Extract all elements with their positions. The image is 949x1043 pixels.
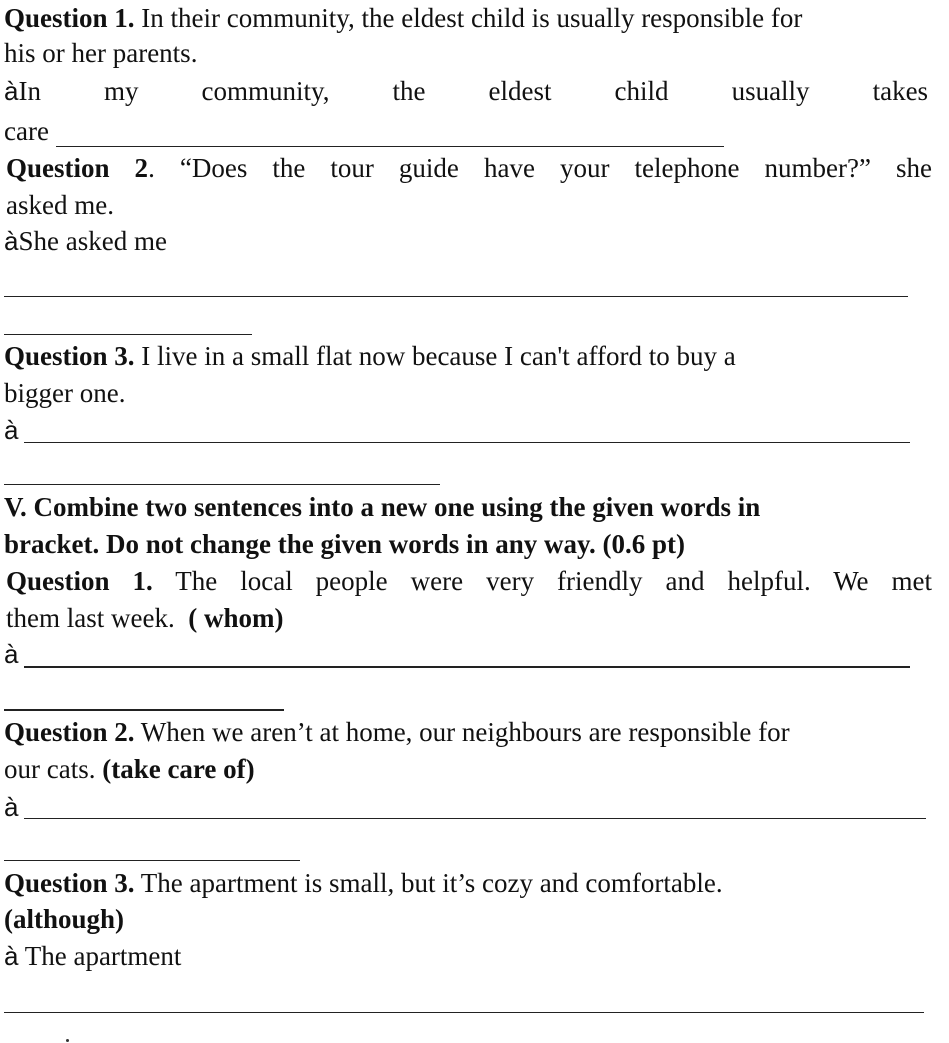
arrow-marker: à (4, 76, 19, 106)
v-q2-answer-blank-2[interactable] (4, 860, 300, 861)
v-q3-answer-prefix (4, 938, 181, 974)
v-q1-answer-blank[interactable] (24, 666, 910, 668)
v-q1-prompt-line1 (6, 563, 932, 599)
stray-dot (66, 1039, 69, 1042)
v-q2-text-2: our cats. (4, 754, 103, 784)
iv-q3-label: Question 3. (4, 341, 135, 371)
v-q2-answer-blank[interactable] (24, 818, 926, 819)
iv-q2-answer-start: She asked me (18, 226, 167, 256)
v-q3-keyword: (although) (4, 904, 125, 934)
iv-q2-prompt-line2: asked me. (6, 190, 114, 220)
iv-q3-prompt-line2: bigger one. (4, 378, 126, 408)
answer-word: usually (731, 76, 810, 106)
iv-q3-answer-blank[interactable] (24, 442, 910, 443)
v-q1-text: The local people were very friendly and helpful. We met (152, 566, 932, 596)
arrow-marker: à (4, 792, 19, 822)
iv-q3-answer-blank-2[interactable] (4, 484, 440, 485)
v-q1-text-2: them last week. (6, 603, 189, 633)
answer-word: community, (201, 76, 330, 106)
answer-word: the (392, 76, 426, 106)
v-q3-answer-blank[interactable] (4, 1012, 924, 1013)
arrow-marker: à (4, 639, 19, 669)
iv-q1-answer-blank[interactable] (56, 146, 724, 147)
iv-q2-answer-blank[interactable] (4, 296, 908, 297)
v-q2-prompt-line1 (4, 714, 790, 750)
answer-word: child (614, 76, 669, 106)
v-q2-keyword: (take care of) (102, 754, 255, 784)
answer-word: eldest (488, 76, 552, 106)
iv-q2-answer-prefix (4, 223, 167, 259)
answer-word: In (18, 76, 41, 106)
v-q1-prompt-line2 (6, 600, 283, 636)
iv-q3-text: I live in a small flat now because I can't afford to buy a (134, 341, 736, 371)
arrow-marker: à (4, 415, 19, 445)
iv-q2-text: . “Does the tour guide have your telephone number?” she (148, 153, 932, 183)
v-q1-label: Question 1. (6, 566, 153, 596)
v-q3-text: The apartment is small, but it’s cozy and comfortable. (134, 868, 723, 898)
v-q2-prompt-line2 (4, 751, 255, 787)
v-q3-answer-start: The apartment (18, 941, 182, 971)
v-q2-label: Question 2. (4, 717, 135, 747)
iv-q1-text: In their community, the eldest child is usually responsible for (134, 3, 803, 33)
iv-q3-answer-prefix (4, 412, 18, 448)
v-q1-answer-prefix (4, 636, 18, 672)
arrow-marker: à (4, 941, 19, 971)
arrow-marker: à (4, 226, 19, 256)
iv-q3-prompt-line1 (4, 338, 736, 374)
iv-q1-prompt-line1 (4, 0, 802, 36)
section-v-heading-line2: bracket. Do not change the given words in any way. (0.6 pt) (4, 529, 686, 559)
iv-q1-label: Question 1. (4, 3, 135, 33)
iv-q2-answer-blank-2[interactable] (4, 334, 252, 335)
v-q3-prompt-line1 (4, 865, 723, 901)
v-q1-keyword: ( whom) (188, 603, 284, 633)
iv-q2-prompt-line1 (6, 150, 932, 186)
answer-word: my (103, 76, 139, 106)
v-q2-answer-prefix (4, 789, 18, 825)
v-q2-text: When we aren’t at home, our neighbours are responsible for (134, 717, 790, 747)
iv-q1-prompt-line2: his or her parents. (4, 38, 198, 68)
iv-q2-label: Question 2 (6, 153, 149, 183)
iv-q1-answer-line2: care (4, 116, 49, 146)
section-v-heading-line1: V. Combine two sentences into a new one using the given words in (4, 492, 761, 522)
v-q3-label: Question 3. (4, 868, 135, 898)
v-q1-answer-blank-2[interactable] (4, 709, 284, 711)
answer-word: takes (872, 76, 929, 106)
iv-q1-answer-prefix (4, 73, 928, 109)
